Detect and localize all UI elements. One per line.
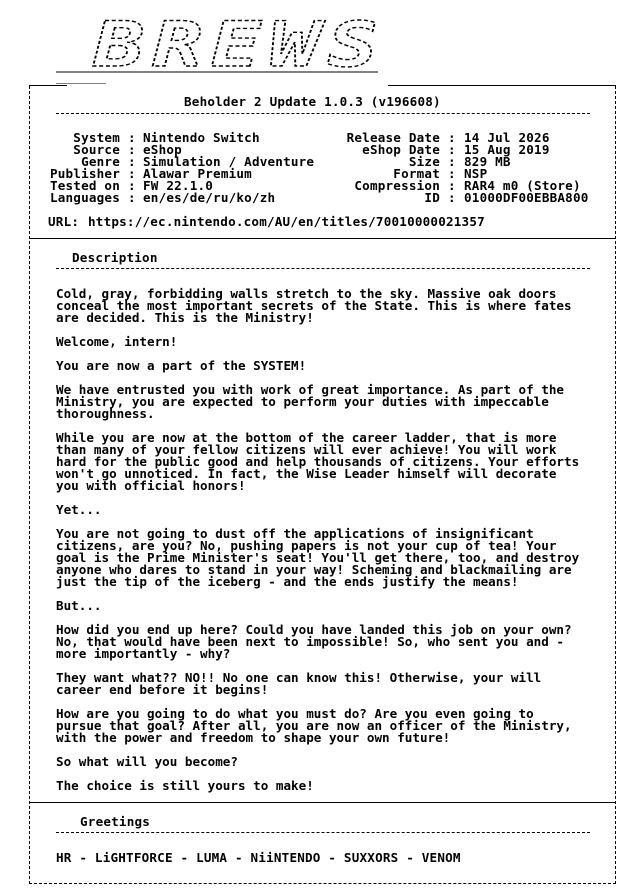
info-label: eShop Date — [362, 142, 440, 157]
info-colon: : — [128, 142, 136, 157]
description-paragraph: How did you end up here? Could you have landed this job on your own? No, that would have been next to impossible! So, who sent you and - more importantly - why? — [56, 622, 572, 661]
info-colon: : — [448, 190, 456, 205]
info-label: System — [73, 130, 120, 145]
brews-logo-art — [56, 14, 386, 84]
info-label: Languages — [49, 190, 120, 205]
info-colon: : — [448, 130, 456, 145]
info-value: 15 Aug 2019 — [464, 142, 550, 157]
description-paragraph: But... — [56, 598, 102, 613]
info-value: eShop — [143, 142, 182, 157]
description-paragraph: They want what?? NO!! No one can know this! Otherwise, your will career end before it begins! — [56, 670, 542, 697]
brews-logo — [56, 14, 386, 84]
section-rule — [30, 238, 615, 239]
info-label: Release Date — [346, 130, 440, 145]
description-paragraph: Cold, gray, forbidding walls stretch to the sky. Massive oak doors conceal the most important secrets of the State. This is where fates are decided. This is the Ministry! — [56, 286, 572, 325]
description-paragraph: How are you going to do what you must do? Are you even going to pursue that goal? After all, you are now an officer of the Ministry, with the power and freedom to shape your own future! — [56, 706, 572, 745]
url-label: URL: — [48, 214, 80, 229]
description-paragraph: So what will you become? — [56, 754, 238, 769]
description-paragraph: While you are now at the bottom of the career ladder, that is more than many of your fellow citizens will ever achieve! You will work hard for the public good and help thousands of citizens. Your efforts won't go unnoticed. In fact, the Wise Leader himself will decorate you with official honors! — [56, 430, 580, 493]
info-value: RAR4 m0 (Store) — [464, 178, 581, 193]
info-value: 14 Jul 2026 — [464, 130, 550, 145]
description-paragraph: Yet... — [56, 502, 102, 517]
info-label: Genre — [81, 154, 120, 169]
section-rule — [30, 802, 615, 803]
greetings-divider — [56, 832, 590, 833]
release-title: Beholder 2 Update 1.0.3 (v196608) — [184, 94, 441, 109]
info-value: 829 MB — [464, 154, 511, 169]
description-heading: Description — [72, 250, 158, 265]
brews-logo-text: BREWS — [92, 14, 386, 81]
description-paragraph: Welcome, intern! — [56, 334, 178, 349]
info-label: Publisher — [49, 166, 120, 181]
info-colon: : — [448, 154, 456, 169]
info-label: Size — [408, 154, 440, 169]
info-label: Tested on — [49, 178, 120, 193]
info-value: Simulation / Adventure — [143, 154, 315, 169]
description-paragraph: You are not going to dust off the applications of insignificant citizens, are you? No, pushing papers is not your cup of tea! Your goal is the Prime Minister's seat! You'll get there, too, and destroy anyone who dares to stand in your way! Scheming and blackmailing are just the tip of the iceberg - and the ends justify the means! — [56, 526, 580, 589]
info-colon: : — [128, 130, 136, 145]
info-value: Nintendo Switch — [143, 130, 260, 145]
info-colon: : — [128, 166, 136, 181]
description-divider — [56, 268, 590, 269]
description-paragraph: You are now a part of the SYSTEM! — [56, 358, 307, 373]
info-colon: : — [448, 142, 456, 157]
greetings-heading: Greetings — [80, 814, 151, 829]
info-value: FW 22.1.0 — [143, 178, 214, 193]
greetings-text: HR - LiGHTFORCE - LUMA - NiiNTENDO - SUXXORS - VENOM — [56, 850, 461, 865]
url-link[interactable]: https://ec.nintendo.com/AU/en/titles/70010000021357 — [88, 214, 485, 229]
info-value: NSP — [464, 166, 488, 181]
info-label: Compression — [354, 178, 440, 193]
info-label: Source — [73, 142, 120, 157]
info-label: ID — [424, 190, 440, 205]
info-colon: : — [448, 166, 456, 181]
info-colon: : — [128, 190, 136, 205]
info-colon: : — [128, 178, 136, 193]
info-value: Alawar Premium — [143, 166, 252, 181]
info-colon: : — [128, 154, 136, 169]
info-value: 01000DF00EBBA800 — [464, 190, 589, 205]
description-paragraph: The choice is still yours to make! — [56, 778, 314, 793]
frame-left — [29, 86, 30, 884]
info-label: Format — [393, 166, 440, 181]
info-value: en/es/de/ru/ko/zh — [143, 190, 276, 205]
frame-top-right — [388, 85, 616, 86]
frame-top-left — [29, 85, 67, 86]
description-paragraph: We have entrusted you with work of great importance. As part of the Ministry, you are expected to perform your duties with impeccable thoroughness. — [56, 382, 564, 421]
frame-bottom — [29, 883, 616, 884]
title-divider — [56, 113, 590, 114]
info-colon: : — [448, 178, 456, 193]
